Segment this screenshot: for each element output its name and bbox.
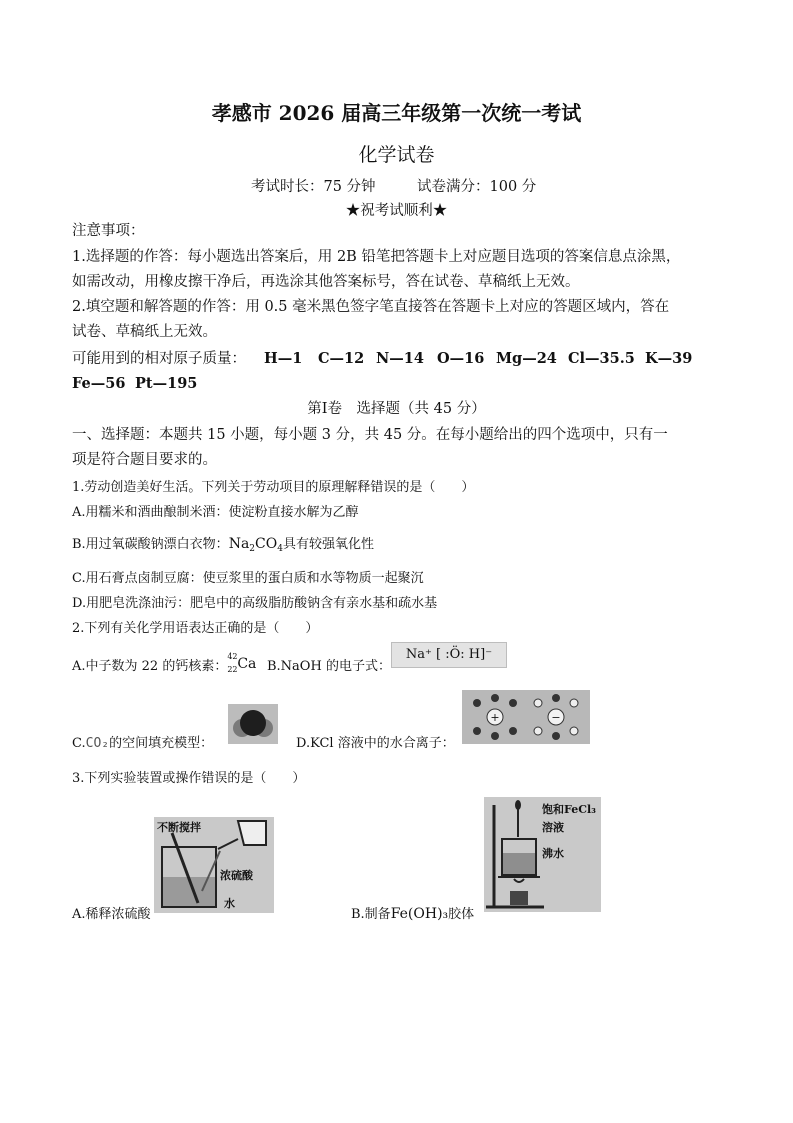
section-intro-line-1: 一、选择题：本题共 15 小题，每小题 3 分，共 45 分。在每小题给出的四个选项中，只有一 xyxy=(72,427,668,443)
calcium-nuclide-symbol: 42 22 Ca xyxy=(227,652,257,674)
kcl-hydrated-ions-diagram xyxy=(462,690,590,744)
co2-space-filling-model xyxy=(228,704,278,744)
atomic-mass-n: N—14 xyxy=(376,350,424,367)
q1-option-b-formula: $Na_2CO_4$ xyxy=(228,536,283,554)
atomic-mass-h: H—1 xyxy=(264,350,303,367)
atomic-mass-c: C—12 xyxy=(318,350,365,367)
q2-stem: 2.下列有关化学用语表达正确的是（ ） xyxy=(72,621,319,636)
svg-text:+: + xyxy=(490,711,500,724)
exam-full-score: 试卷满分：100 分 xyxy=(417,179,537,195)
exam-duration: 考试时长：75 分钟 xyxy=(251,179,376,195)
atomic-mass-o: O—16 xyxy=(437,350,485,367)
q1-option-b-text: B.用过氧碳酸钠漂白衣物： xyxy=(72,537,229,552)
atomic-mass-fe: Fe—56 xyxy=(72,375,126,392)
atomic-mass-pt: Pt—195 xyxy=(135,375,198,392)
q2-option-a: A.中子数为 22 的钙核素： 42 22 Ca xyxy=(72,655,261,674)
q1-stem: 1.劳动创造美好生活。下列关于劳动项目的原理解释错误的是（ ） xyxy=(72,480,475,495)
atomic-mass-k: K—39 xyxy=(645,350,693,367)
atomic-mass-cl: Cl—35.5 xyxy=(568,350,635,367)
saturated-fecl3-label: 饱和FeCl₃ xyxy=(542,803,596,816)
stir-label: 不断搅拌 xyxy=(157,821,201,834)
q1-option-b xyxy=(72,533,374,554)
dilution-apparatus-figure xyxy=(154,817,274,913)
q1-option-c: C.用石膏点卤制豆腐：使豆浆里的蛋白质和水等物质一起聚沉 xyxy=(72,571,424,586)
q2-option-d-text: D.KCl 溶液中的水合离子： xyxy=(296,736,455,751)
water-label: 水 xyxy=(224,897,235,910)
note-2-line-1: 2.填空题和解答题的作答：用 0.5 毫米黑色签字笔直接答在答题卡上对应的答题区域内，答在 xyxy=(72,299,670,315)
exam-title: 孝感市 2026 届高三年级第一次统一考试 xyxy=(211,101,582,125)
subject-title: 化学试卷 xyxy=(358,144,435,166)
boiling-water-label: 沸水 xyxy=(542,847,564,860)
naoh-electron-formula: Na⁺ [ :Ö: H]⁻ xyxy=(391,642,507,668)
q2-option-b-text: B.NaOH 的电子式： xyxy=(267,659,391,674)
atomic-mass-label: 可能用到的相对原子质量： xyxy=(72,351,246,367)
q2-option-c: C.CO₂的空间填充模型： xyxy=(72,736,214,751)
note-2-line-2: 试卷、草稿纸上无效。 xyxy=(72,324,217,340)
q1-option-b-tail: 具有较强氧化性 xyxy=(282,537,374,552)
q1-option-a: A.用糯米和酒曲酿制米酒：使淀粉直接水解为乙醇 xyxy=(72,505,359,520)
solution-label: 溶液 xyxy=(542,821,564,834)
q1-option-d: D.用肥皂洗涤油污：肥皂中的高级脂肪酸钠含有亲水基和疏水基 xyxy=(72,596,438,611)
section-intro-line-2: 项是符合题目要求的。 xyxy=(72,452,217,468)
q3-option-a: A.稀释浓硫酸 xyxy=(72,907,151,922)
atomic-mass-mg: Mg—24 xyxy=(496,350,557,367)
q3-option-b: B.制备Fe(OH)₃胶体 xyxy=(351,906,475,922)
note-1-line-2: 如需改动，用橡皮擦干净后，再选涂其他答案标号，答在试卷、草稿纸上无效。 xyxy=(72,274,580,290)
colloid-apparatus-figure xyxy=(484,797,601,912)
good-luck-wish: ★祝考试顺利★ xyxy=(345,203,448,219)
section-title: 第Ⅰ卷 选择题（共 45 分） xyxy=(307,401,486,417)
notes-heading: 注意事项： xyxy=(72,223,145,239)
svg-text:−: − xyxy=(551,711,561,724)
note-1-line-1: 1.选择题的作答：每小题选出答案后，用 2B 铅笔把答题卡上对应题目选项的答案信息点涂黑， xyxy=(72,249,681,265)
conc-acid-label: 浓硫酸 xyxy=(220,869,253,882)
q3-stem: 3.下列实验装置或操作错误的是（ ） xyxy=(72,771,306,786)
